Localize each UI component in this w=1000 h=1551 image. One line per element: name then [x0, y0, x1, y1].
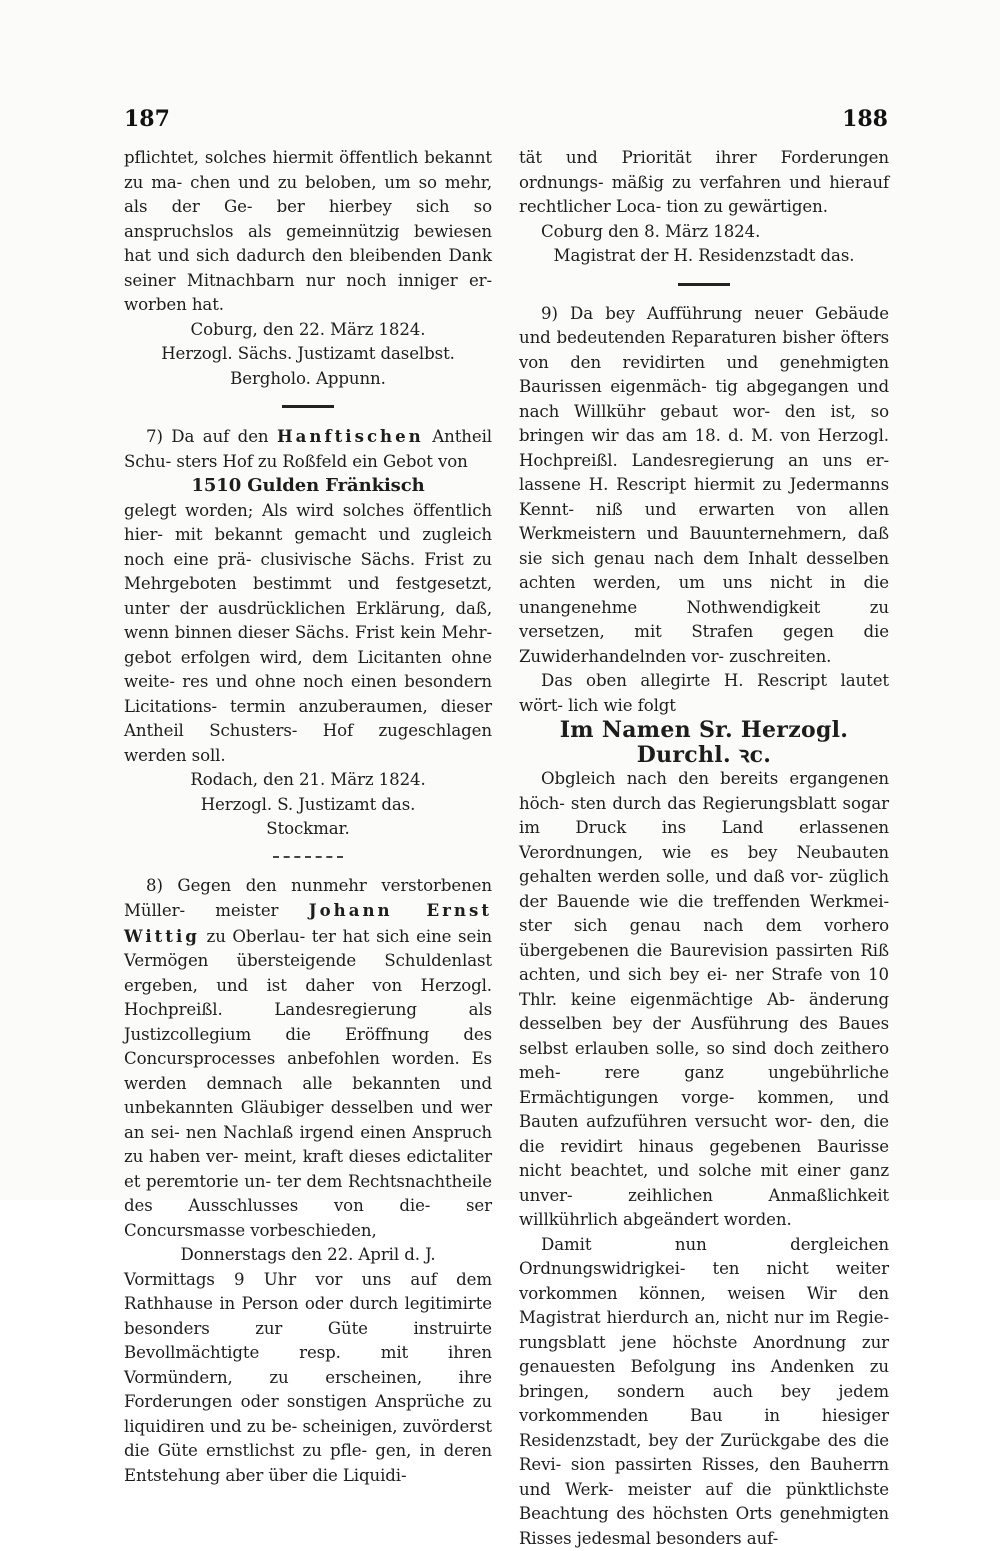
- page-number-left: 187: [124, 106, 170, 132]
- office-justizamt-coburg: Herzogl. Sächs. Justizamt daselbst.: [124, 342, 492, 367]
- divider: [678, 283, 730, 286]
- notice-7-intro: [124, 424, 492, 474]
- notice-9: 9) Da bey Aufführung neuer Gebäude und bedeutenden Reparaturen bisher öfters von den revidirten und genehmigten Baurissen eigenmäch- tig abgegangen und nach Willkühr gebaut wor- den ist, so bringen wir das am 18. d. M. von Herzogl. Hochpreißl. Landesregierung an uns er- lassene H. Rescript hiermit zu Jedermanns Kennt- niß und erwarten von allen Werkmeistern und Bauunternehmern, daß sie sich genau nach dem Inhalt desselben achten werden, um uns nicht in die unangenehme Nothwendigkeit zu versetzen, mit Strafen gegen die Zuwiderhandelnden vor- zuschreiten.: [519, 302, 889, 670]
- office-justizamt-rodach: Herzogl. S. Justizamt das.: [124, 793, 492, 818]
- notice-8-lead: 8) Gegen den nunmehr verstorbenen Müller- meister: [124, 876, 492, 921]
- office-magistrat: Magistrat der H. Residenzstadt das.: [519, 244, 889, 269]
- notice-8-end: tät und Priorität ihrer Forderungen ordnungs- mäßig zu verfahren und hierauf rechtlicher Loca- tion zu gewärtigen.: [519, 146, 889, 220]
- notice-8-name: Johann Ernst Wittig: [124, 900, 492, 946]
- divider: [282, 405, 334, 408]
- signatory-rodach: Stockmar.: [124, 817, 492, 842]
- notice-8: [124, 874, 492, 1244]
- signatories-coburg: Bergholo. Appunn.: [124, 367, 492, 392]
- rescript-paragraph-2: Damit nun dergleichen Ordnungswidrigkei- ten nicht weiter vorkommen können, weisen Wir den Magistrat hierdurch an, nicht nur im Regie- rungsblatt jene höchste Anordnung zur genauesten Befolgung ins Andenken zu bringen, sondern auch bey jedem vorkommenden Bau in hiesiger Residenzstadt, bey der Zurückgabe des die Revi- sion passirten Risses, den Bauherrn und Werk- meister auf die pünktlichste Beachtung des höchsten Orts genehmigten Risses jedesmal besonders auf-: [519, 1233, 889, 1551]
- rescript-heading: Im Namen Sr. Herzogl. Durchl. ꝛc.: [519, 718, 889, 767]
- date-coburg: Coburg, den 22. März 1824.: [124, 318, 492, 343]
- left-column: [124, 146, 492, 1488]
- notice-7-name: Hanftischen: [277, 426, 424, 446]
- notice-7-body: gelegt worden; Als wird solches öffentlich hier- mit bekannt gemacht und zugleich noch eine prä- clusivische Sächs. Frist zu Mehrgeboten bestimmt und festgesetzt, unter der ausdrücklichen Erklärung, daß, wenn binnen dieser Sächs. Frist kein Mehr- gebot erfolgen wird, dem Licitanten ohne weite- res und ohne noch einen besondern Licitations- termin anzuberaumen, dieser Antheil Schusters- Hof zugeschlagen werden soll.: [124, 499, 492, 769]
- date-coburg-2: Coburg den 8. März 1824.: [519, 220, 889, 245]
- divider: [273, 856, 343, 858]
- notice-7-cont: Antheil Schu- sters Hof zu Roßfeld ein Gebot von: [124, 427, 492, 471]
- rescript-paragraph-1: Obgleich nach den bereits ergangenen höch- sten durch das Regierungsblatt sogar im Druck ins Land erlassenen Verordnungen, wie es bey Neubauten gehalten werden solle, und daß vor- züglich der Bauende wie die treffenden Werkmei- ster sich genau nach dem vorhero übergebenen die Baurevision passirten Riß achten, und sich bey ei- ner Strafe von 10 Thlr. keine eigenmächtige Ab- änderung desselben bey der Ausführung des Baues selbst erlauben solle, so sind doch zeithero meh- rere ganz ungebührliche Ermächtigungen vorge- kommen, und Bauten aufzuführen versucht wor- den, die die revidirt hinaus gegebenen Baurisse nicht beachtet, und solche mit einer ganz unver- zeihlichen Anmaßlichkeit willkührlich abgeändert worden.: [519, 767, 889, 1233]
- page-number-right: 188: [842, 106, 888, 132]
- paragraph-intro: pflichtet, solches hiermit öffentlich bekannt zu ma- chen und zu beloben, um so mehr, als der Ge- ber hierbey sich so anspruchslos als gemeinnützig bewiesen hat und sich dadurch den bleibenden Dank seiner Mitnachbarn nur noch inniger er- worben hat.: [124, 146, 492, 318]
- notice-8-cont2: Vormittags 9 Uhr vor uns auf dem Rathhause in Person oder durch legitimirte besonders zur Güte instruirte Bevollmächtigte resp. mit ihren Vormündern, zu erscheinen, ihre Forderungen oder sonstigen Ansprüche zu liquidiren und zu be- scheinigen, zuvörderst die Güte ernstlichst zu pfle- gen, in deren Entstehung aber über die Liquidi-: [124, 1268, 492, 1489]
- notice-8-cont: zu Oberlau- ter hat sich eine sein Vermögen übersteigende Schuldenlast ergeben, und ist daher von Herzogl. Hochpreißl. Landesregierung als Justizcollegium die Eröffnung des Concursprocesses anbefohlen worden. Es werden demnach alle bekannten und unbekannten Gläubiger desselben und wer an sei- nen Nachlaß irgend einen Anspruch zu haben ver- meint, kraft dieses edictaliter et peremtorie un- ter dem Rechtsnachtheile des Ausschlusses von die- ser Concursmasse vorbeschieden,: [124, 927, 492, 1240]
- bid-amount: 1510 Gulden Fränkisch: [124, 474, 492, 499]
- notice-7-lead: 7) Da auf den: [146, 427, 269, 446]
- date-rodach: Rodach, den 21. März 1824.: [124, 768, 492, 793]
- notice-9-rescript: Das oben allegirte H. Rescript lautet wört- lich wie folgt: [519, 669, 889, 718]
- hearing-date: Donnerstags den 22. April d. J.: [124, 1243, 492, 1268]
- right-column: [519, 146, 889, 1551]
